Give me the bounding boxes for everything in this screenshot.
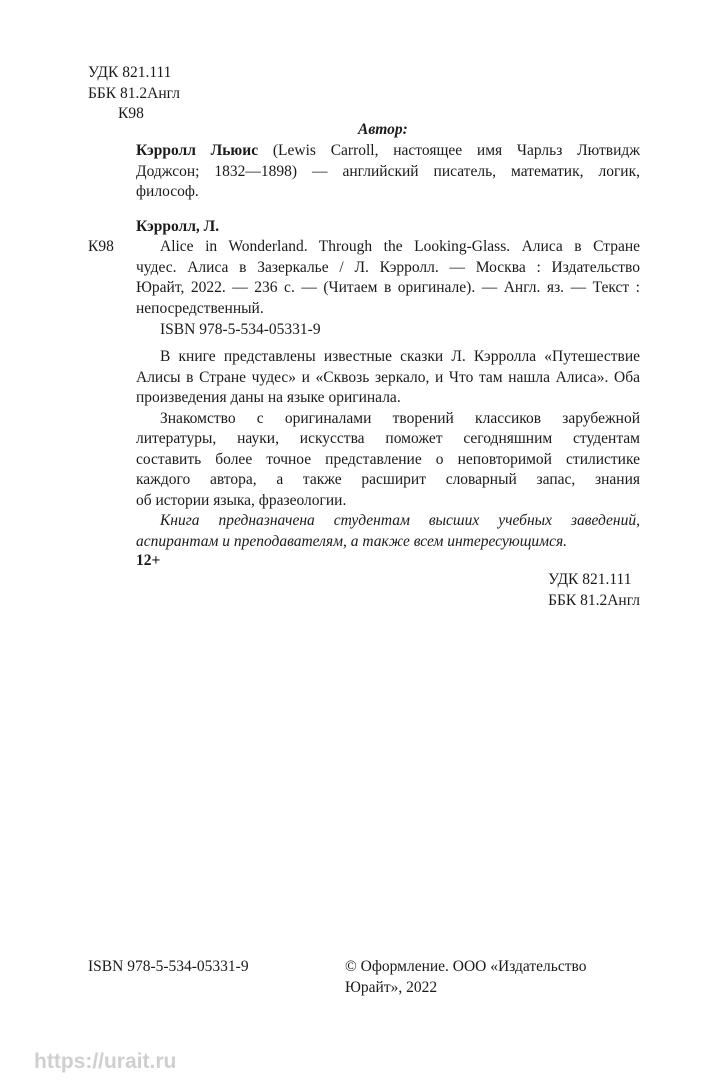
udk-code: УДК 821.111 — [88, 64, 172, 81]
right-classification — [548, 570, 640, 611]
udk-code: УДК 821.111 — [548, 571, 632, 588]
bio-line: Доджсон; 1832—1898) — английский писатель, математик, логик, — [136, 162, 640, 180]
copyright — [345, 957, 586, 998]
annotation-line: каждого автора, а также расширит словарный запас, знания — [136, 471, 640, 488]
annotation-line: В книге представлены известные сказки Л. Кэрролла «Путешествие — [160, 348, 640, 365]
entry-line: непосредственный. — [136, 299, 264, 317]
age-rating: 12+ — [136, 552, 161, 569]
annotation-line: произведения даны на языке оригинала. — [136, 389, 401, 406]
copyright-line: © Оформление. ООО «Издательство — [345, 958, 587, 975]
annotation-line: аспирантам и преподавателям, а также всем интересующимся. — [136, 532, 568, 550]
annotation-line: составить более точное представление о неповторимой стилистике — [136, 450, 640, 468]
bbk-code: ББК 81.2Англ — [88, 84, 180, 102]
annotation-line: литературы, науки, искусства поможет сегодняшним студентам — [136, 430, 640, 447]
annotation-line: об истории языка, фразеологии. — [136, 491, 347, 509]
annotation-line: Знакомство с оригиналами творений классиков зарубежной — [160, 409, 640, 427]
entry-line: Alice in Wonderland. Through the Looking-Glass. Алиса в Стране — [160, 238, 640, 255]
annotation — [136, 347, 640, 552]
bbk-code: ББК 81.2Англ — [548, 591, 640, 609]
entry-heading: Кэрролл, Л. — [136, 218, 220, 235]
bio-line: (Lewis Carroll, настоящее имя Чарльз Лютвидж — [272, 142, 640, 159]
footer-isbn: ISBN 978-5-534-05331-9 — [88, 958, 249, 975]
author-name: Кэрролл Льюис — [136, 142, 259, 159]
watermark: https://urait.ru — [34, 1050, 177, 1073]
author-heading: Автор: — [358, 121, 408, 138]
entry-isbn: ISBN 978-5-534-05331-9 — [160, 321, 321, 338]
bibliographic-entry — [136, 237, 640, 319]
author-mark: К98 — [118, 105, 144, 122]
entry-line: Юрайт, 2022. — 236 с. — (Читаем в оригинале). — Англ. яз. — Текст : — [136, 279, 640, 296]
author-bio — [136, 141, 640, 203]
copyright-line: Юрайт», 2022 — [345, 978, 438, 996]
annotation-line: Алисы в Стране чудес» и «Сквозь зеркало, и Что там нашла Алиса». Оба — [136, 368, 640, 386]
entry-mark: К98 — [88, 238, 114, 255]
bio-line: философ. — [136, 183, 199, 200]
classification-block — [88, 63, 180, 125]
entry-line: чудес. Алиса в Зазеркалье / Л. Кэрролл. — Москва : Издательство — [136, 258, 640, 276]
annotation-line: Книга предназначена студентам высших учебных заведений, — [160, 512, 640, 529]
